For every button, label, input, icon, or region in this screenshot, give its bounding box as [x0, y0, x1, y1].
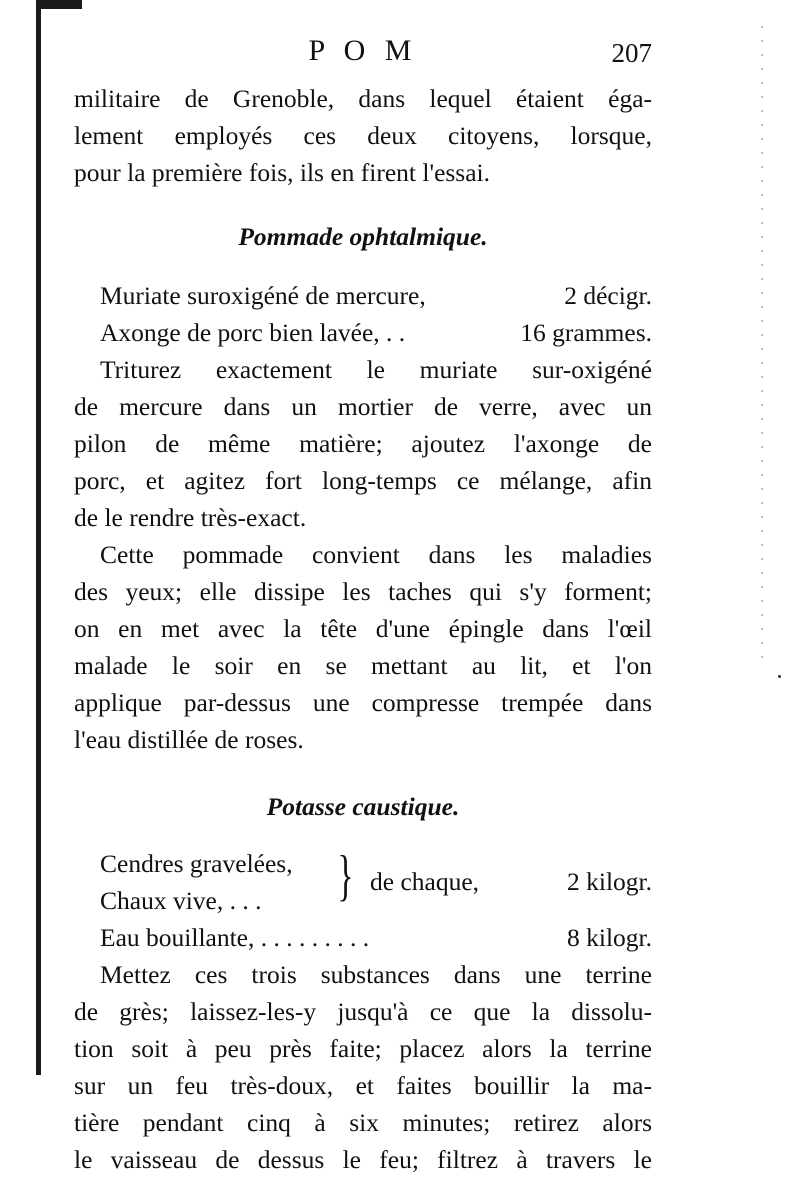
braced-ingredients — [74, 845, 652, 919]
ingredient-row — [74, 919, 652, 956]
ingredient-qty: 8 kilogr. — [566, 923, 652, 952]
ingredient-name: Eau bouillante, . . . . . . . . . — [100, 923, 370, 952]
text-line: applique par-dessus une compresse trempée dans — [74, 688, 652, 717]
ingredient-qty: 16 grammes. — [520, 318, 652, 347]
text-line: lement employés ces deux citoyens, lorsque, — [74, 121, 652, 150]
text-line: Triturez exactement le muriate sur-oxigéné — [100, 355, 652, 384]
text-line: pour la première fois, ils en firent l'essai. — [74, 158, 491, 187]
page-edge-marks — [760, 20, 764, 660]
ingredient-name: Axonge de porc bien lavée, . . — [100, 318, 406, 347]
ingredient-row — [74, 314, 652, 351]
brace-quantity — [370, 863, 652, 900]
section-heading: Pommade ophtalmique. — [238, 222, 488, 251]
book-spine-edge — [36, 0, 41, 1075]
text-line: de grès; laissez-les-y jusqu'à ce que la dissolu- — [74, 997, 652, 1026]
text-line: le vaisseau de dessus le feu; filtrez à travers le — [74, 1145, 652, 1174]
curly-brace: } — [337, 845, 354, 907]
page-speck — [778, 675, 781, 678]
ingredient-qty: 2 kilogr. — [566, 867, 652, 896]
section-heading: Potasse caustique. — [266, 792, 460, 821]
text-line: on en met avec la tête d'une épingle dans l'œil — [74, 614, 652, 643]
text-line: tière pendant cinq à six minutes; retirez alors — [74, 1108, 652, 1137]
text-line: militaire de Grenoble, dans lequel étaient éga- — [74, 84, 652, 113]
brace-label: de chaque, — [370, 867, 480, 896]
text-line: Mettez ces trois substances dans une terrine — [100, 960, 652, 989]
page-number: 207 — [611, 38, 652, 68]
page-header — [74, 34, 652, 74]
ingredient-name: Muriate suroxigéné de mercure, — [100, 281, 426, 310]
text-line: de le rendre très-exact. — [74, 503, 307, 532]
ingredient-name: Chaux vive, . . . — [100, 886, 262, 915]
text-line: des yeux; elle dissipe les taches qui s'y forment; — [74, 577, 652, 606]
text-line: de mercure dans un mortier de verre, avec un — [74, 392, 652, 421]
ingredient-name: Cendres gravelées, — [100, 849, 293, 878]
text-line: pilon de même matière; ajoutez l'axonge de — [74, 429, 652, 458]
ingredient-qty: 2 décigr. — [564, 281, 652, 310]
text-line: sur un feu très-doux, et faites bouillir la ma- — [74, 1071, 652, 1100]
text-line: tion soit à peu près faite; placez alors la terrine — [74, 1034, 652, 1063]
ingredient-row — [74, 277, 652, 314]
book-spine-corner — [36, 0, 82, 9]
text-line: Cette pommade convient dans les maladies — [100, 540, 652, 569]
text-line: l'eau distillée de roses. — [74, 725, 304, 754]
page-body — [74, 80, 652, 1178]
text-line: porc, et agitez fort long-temps ce mélange, afin — [74, 466, 652, 495]
text-line: malade le soir en se mettant au lit, et l'on — [74, 651, 652, 680]
running-title: P O M — [308, 34, 418, 67]
